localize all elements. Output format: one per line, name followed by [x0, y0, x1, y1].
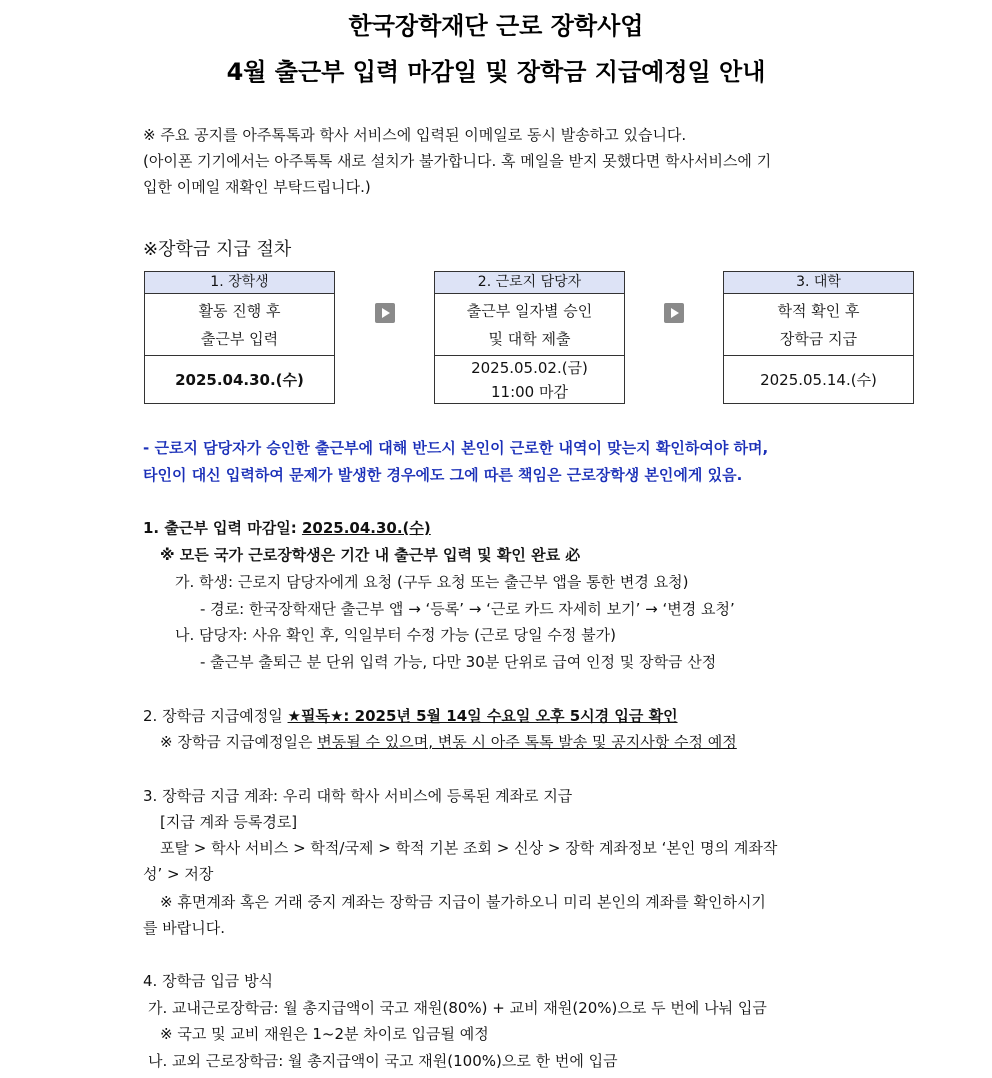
section-1-item-b: 나. 담당자: 사유 확인 후, 익일부터 수정 가능 (근로 당일 수정 불가) — [175, 626, 616, 644]
notice-line-2: (아이폰 기기에서는 아주톡톡 새로 설치가 불가합니다. 혹 메일을 받지 못했다면 학사서비스에 기 — [143, 152, 772, 170]
procedure-step-2 — [434, 271, 625, 404]
section-3-route-line-1: 포탈 > 학사 서비스 > 학적/국제 > 학적 기본 조회 > 신상 > 장학 계좌정보 ‘본인 명의 계좌작 — [160, 839, 778, 857]
section-2-note-prefix: ※ 장학금 지급예정일은 — [160, 733, 318, 751]
section-3-note-line-1: ※ 휴면계좌 혹은 거래 중지 계좌는 장학금 지급이 불가하오니 미리 본인의 계좌를 확인하시기 — [160, 893, 766, 911]
section-1-item-b-detail: - 출근부 출퇴근 분 단위 입력 가능, 다만 30분 단위로 급여 인정 및 장학금 산정 — [200, 653, 717, 671]
section-1-item-a-route: - 경로: 한국장학재단 출근부 앱 → ‘등록’ → ‘근로 카드 자세히 보기’ → ‘변경 요청’ — [200, 600, 735, 618]
section-4-note: ※ 국고 및 교비 재원은 1~2분 차이로 입금될 예정 — [160, 1025, 489, 1043]
section-4-item-b: 나. 교외 근로장학금: 월 총지급액이 국고 재원(100%)으로 한 번에 입금 — [148, 1052, 618, 1070]
warning-line-2: 타인이 대신 입력하여 문제가 발생한 경우에도 그에 따른 책임은 근로장학생 본인에게 있음. — [143, 466, 743, 484]
play-arrow-icon — [375, 303, 395, 323]
step-date-line: 2025.04.30.(수) — [175, 370, 304, 389]
play-arrow-icon — [664, 303, 684, 323]
step-body-line: 출근부 일자별 승인 — [466, 302, 593, 320]
step-date-line: 2025.05.02.(금) — [471, 358, 588, 377]
step-body-line: 활동 진행 후 — [198, 302, 281, 320]
section-2-note-underlined: 변동될 수 있으며, 변동 시 아주 톡톡 발송 및 공지사항 수정 예정 — [317, 733, 737, 751]
section-2-note — [160, 731, 737, 752]
step-body-line: 장학금 지급 — [779, 330, 858, 348]
section-1-date: 2025.04.30.(수) — [301, 519, 431, 537]
procedure-heading: ※장학금 지급 절차 — [143, 239, 292, 260]
procedure-step-3 — [723, 271, 914, 404]
section-2-label: 2. 장학금 지급예정일 — [143, 707, 288, 725]
step-date-line: 2025.05.14.(수) — [760, 370, 877, 389]
section-3-route-line-2: 성’ > 저장 — [143, 865, 214, 883]
page-subtitle: 4월 출근부 입력 마감일 및 장학금 지급예정일 안내 — [226, 58, 766, 86]
section-4-item-a: 가. 교내근로장학금: 월 총지급액이 국고 재원(80%) + 교비 재원(20%)으로 두 번에 나눠 입금 — [148, 999, 767, 1017]
procedure-step-1 — [144, 271, 335, 404]
page-title: 한국장학재단 근로 장학사업 — [348, 12, 644, 40]
step-body — [145, 294, 334, 356]
step-date — [145, 356, 334, 403]
step-date — [724, 356, 913, 403]
step-head: 1. 장학생 — [145, 272, 334, 294]
section-1-note: ※ 모든 국가 근로장학생은 기간 내 출근부 입력 및 확인 완료 必 — [160, 546, 581, 564]
section-1-item-a: 가. 학생: 근로지 담당자에게 요청 (구두 요청 또는 출근부 앱을 통한 변경 요청) — [175, 573, 689, 591]
step-body — [435, 294, 624, 356]
step-date — [435, 356, 624, 403]
step-date-line: 11:00 마감 — [491, 382, 568, 401]
step-body-line: 및 대학 제출 — [488, 330, 571, 348]
notice-line-3: 입한 이메일 재확인 부탁드립니다.) — [143, 178, 371, 196]
step-head: 3. 대학 — [724, 272, 913, 294]
section-1-heading — [143, 517, 431, 538]
step-head: 2. 근로지 담당자 — [435, 272, 624, 294]
step-body-line: 학적 확인 후 — [777, 302, 860, 320]
section-1-label: 1. 출근부 입력 마감일: — [143, 519, 302, 537]
section-3-note-line-2: 를 바랍니다. — [143, 919, 225, 937]
section-4-heading: 4. 장학금 입금 방식 — [143, 972, 274, 990]
section-3-heading: 3. 장학금 지급 계좌: 우리 대학 학사 서비스에 등록된 계좌로 지급 — [143, 787, 573, 805]
notice-line-1: ※ 주요 공지를 아주톡톡과 학사 서비스에 입력된 이메일로 동시 발송하고 있습니다. — [143, 126, 687, 144]
step-body — [724, 294, 913, 356]
section-2-emphasis: ★필독★: 2025년 5월 14일 수요일 오후 5시경 입금 확인 — [287, 707, 678, 725]
warning-line-1: - 근로지 담당자가 승인한 출근부에 대해 반드시 본인이 근로한 내역이 맞는지 확인하여야 하며, — [143, 439, 769, 457]
section-3-route-heading: [지급 계좌 등록경로] — [160, 813, 298, 831]
step-body-line: 출근부 입력 — [200, 330, 279, 348]
section-2-heading — [143, 705, 678, 726]
